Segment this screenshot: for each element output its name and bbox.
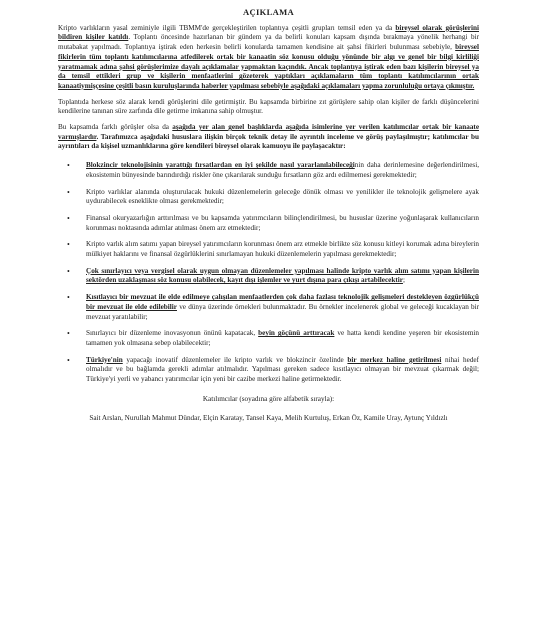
paragraph-meeting: Toplantıda herkese söz alarak kendi görüşlerini dile getirmiştir. Bu kapsamda birbirine zıt görüşlere sahip olan kişiler de farklı düşüncelerini kendilerine tanınan süre zarfında dile getirme imkanına sahip olmuştur. xyxy=(58,97,479,116)
list-item: • Kısıtlayıcı bir mevzuat ile elde edilmeye çalışılan menfaatlerden çok daha fazlası teknolojik gelişmeleri destekleyen özgürlükçü bir mevzuat ile elde edilebilir ve dünya üzerinde örnekleri bulunmaktadır. Bu örnekler incelenerek global ve geleceği kucaklayan bir mevzuat yaratılabilir; xyxy=(67,293,479,321)
list-item: • Çok sınırlayıcı veya vergisel olarak uygun olmayan düzenlemeler yapılması halinde kripto varlık alım satımı yapan kişilerin sektörden uzaklaşması söz konusu olabilecek, kayıt dışı işlemler ve yurt dışına para çıkışı artabilecektir; xyxy=(67,266,479,285)
list-item: • Kripto varlıklar alanında oluşturulacak hukuki düzenlemelerin geleceğe dönük olması ve yenilikler ile teknolojik gelişmelere ayak uydurabilecek esneklikte olması gerekmektedir; xyxy=(67,187,479,206)
bullet-icon: • xyxy=(67,293,70,303)
list-item: • Blokzincir teknolojisinin yarattığı fırsatlardan en iyi şekilde nasıl yararlanılabileceğinin daha derinlemesine değerlendirilmesi, ekosistemin bünyesinde barındırdığı riskler öne çıkarılarak sunduğu fırsatların göz ardı edilmemesi gerekmektedir; xyxy=(67,161,479,179)
list-item: • Kripto varlık alım satımı yapan bireysel yatırımcıların korunması önem arz etmekle birlikte söz konusu kitleyi korumak adına bireylerin mülkiyet haklarını ve finansal özgürlüklerini sınırlamayan hukuki düzenlemelerin yapılması gerekmektedir; xyxy=(67,240,479,259)
list-item: • Sınırlayıcı bir düzenleme inovasyonun önünü kapatacak, beyin göçünü arttıracak ve hatta kendi kendine yeşeren bir ekosistemin tamamen yok olmasına sebep olabilecektir; xyxy=(67,329,479,347)
bullet-icon: • xyxy=(67,266,70,276)
participants-names: Sait Arslan, Nurullah Mahmut Dündar, Elçin Karatay, Tansel Kaya, Melih Kurtuluş, Erkan Öz, Kamile Uray, Aytunç Yıldızlı xyxy=(89,413,448,422)
paragraph-consensus: Bu kapsamda farklı görüşler olsa da aşağıda yer alan genel başlıklarda aşağıda isimlerine yer verilen katılımcılar ortak bir kanaate varmışlardır. Tarafımızca aşağıdaki hususlara ilişkin birçok teknik detay ile ayrıntılı inceleme ve görüş paylaşılmıştır; katılımcılar bu ayrıntıları da kişisel uzmanlıklarına göre kendileri bireysel olarak kamuoyu ile paylaşacaktır: xyxy=(58,123,480,151)
bullet-icon: • xyxy=(67,161,70,171)
document-title: AÇIKLAMA xyxy=(242,7,295,17)
consensus-list xyxy=(58,161,479,385)
list-item: • Finansal okuryazarlığın arttırılması ve bu kapsamda yatırımcıların bilinçlendirilmesi, bu hususlar üzerine yoğunlaşarak kullanıcıların korunması noktasında adımlar atılması önem arz etmektedir; xyxy=(67,213,479,232)
bullet-icon: • xyxy=(67,187,70,197)
list-item: • Türkiye'nin yapacağı inovatif düzenlemeler ile kripto varlık ve blokzincir özelinde bir merkez haline getirilmesi nihai hedef olmalıdır ve bu bağlamda gerekli adımlar atılmalıdır. Yapılması gereken sadece kısıtlayıcı olmayan bir mevzuat çıkarmak değil; Türkiye'yi yerli ve yabancı yatırımcılar için yeni bir cazibe merkezi haline getirmektedir. xyxy=(67,355,479,384)
bullet-icon: • xyxy=(67,329,70,339)
bullet-icon: • xyxy=(67,213,70,223)
paragraph-intro: Kripto varlıkların yasal zeminiyle ilgili TBMM'de gerçekleştirilen toplantıya çeşitli grupları temsil eden ya da bireysel olarak görüşlerini bildiren kişiler katıldı. Toplantı öncesinde hazırlanan bir gündem ya da belirli konuları kapsam dışında bırakmaya yönelik herhangi bir mutabakat yapılmadı. Toplantıya iştirak eden herkesin belirli konularda tamamen kendisine ait şahsi fikirleri bulunması sebebiyle, bireysel fikirlerin tüm toplantı katılımcılarına atfedilerek ortak bir kanaatin söz konusu olduğu yönünde bir algı ve genel bir bilgi kirliliği yaratmamak adına şahsi görüşlerimize dayalı açıklamalar yapmaktan kaçındık. Ancak toplantıya iştirak eden bazı kişilerin bireysel ya da temsil ettikleri grup ve kişilerin menfaatlerini gözeterek yaptıkları açıklamaların tüm toplantı katılımcılarının ortak kanaatiymişçesine çeşitli basın kuruluşlarında haberler yapılması sebebiyle aşağıdaki açıklamaları yapma zorunluluğu ortaya çıkmıştır. xyxy=(58,23,479,90)
bullet-icon: • xyxy=(67,240,70,250)
bullet-icon: • xyxy=(67,355,70,365)
participants-heading: Katılımcılar (soyadına göre alfabetik sırayla): xyxy=(202,394,335,403)
